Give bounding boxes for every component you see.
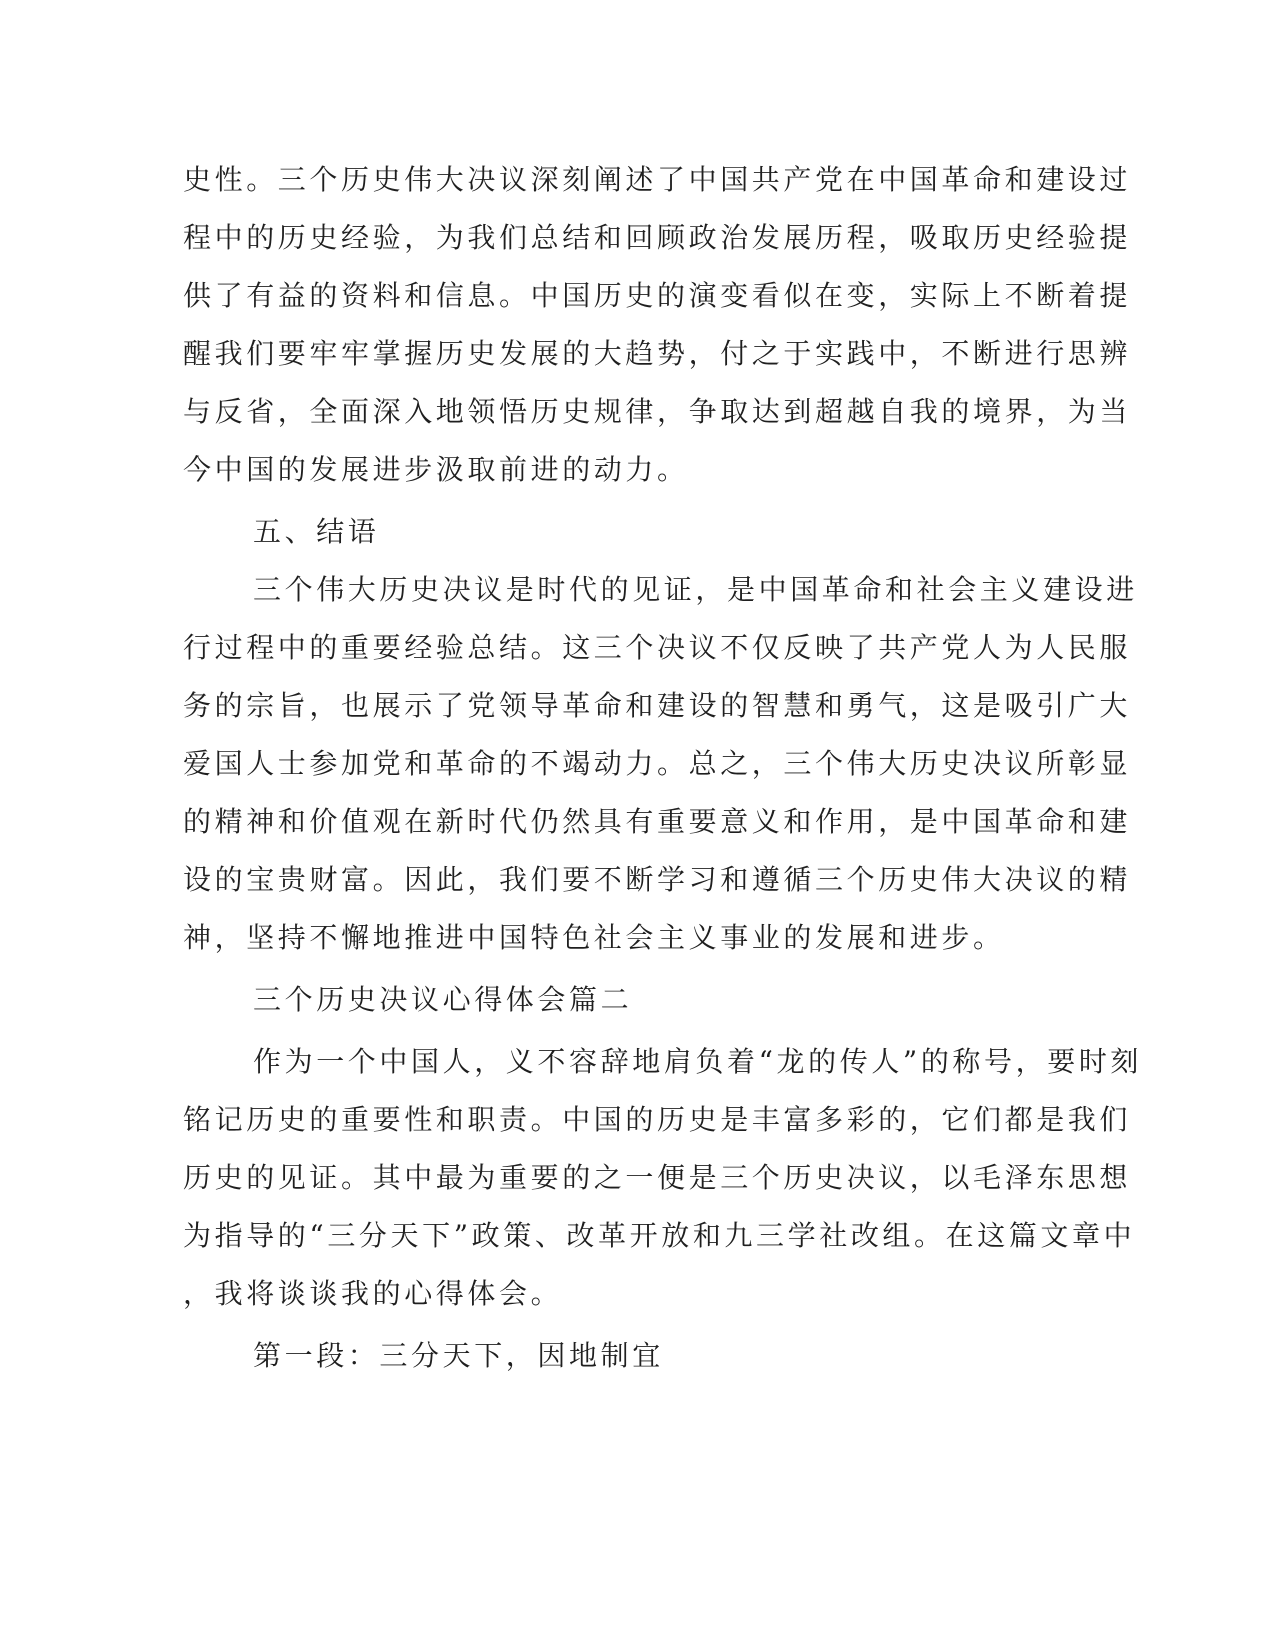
- text-line-20: ，我将谈谈我的心得体会。: [183, 1277, 563, 1310]
- text-line-3: 供了有益的资料和信息。中国历史的演变看似在变，实际上不断着提: [183, 279, 1132, 312]
- text-line-5: 与反省，全面深入地领悟历史规律，争取达到超越自我的境界，为当: [183, 395, 1132, 428]
- text-line-14: 神，坚持不懈地推进中国特色社会主义事业的发展和进步。: [183, 921, 1005, 954]
- text-line-19: 为指导的“三分天下”政策、改革开放和九三学社改组。在这篇文章中: [183, 1219, 1136, 1252]
- text-line-4: 醒我们要牢牢掌握历史发展的大趋势，付之于实践中，不断进行思辨: [183, 337, 1132, 370]
- text-line-8: 三个伟大历史决议是时代的见证，是中国革命和社会主义建设进: [253, 573, 1138, 606]
- section-heading-conclusion: 五、结语: [253, 515, 380, 548]
- text-line-10: 务的宗旨，也展示了党领导革命和建设的智慧和勇气，这是吸引广大: [183, 689, 1132, 722]
- text-line-18: 历史的见证。其中最为重要的之一便是三个历史决议，以毛泽东思想: [183, 1161, 1132, 1194]
- section-heading-part-one: 第一段：三分天下，因地制宜: [253, 1339, 664, 1372]
- text-line-9: 行过程中的重要经验总结。这三个决议不仅反映了共产党人为人民服: [183, 631, 1132, 664]
- text-line-12: 的精神和价值观在新时代仍然具有重要意义和作用，是中国革命和建: [183, 805, 1132, 838]
- text-line-2: 程中的历史经验，为我们总结和回顾政治发展历程，吸取历史经验提: [183, 221, 1132, 254]
- text-line-6: 今中国的发展进步汲取前进的动力。: [183, 453, 689, 486]
- text-line-17: 铭记历史的重要性和职责。中国的历史是丰富多彩的，它们都是我们: [183, 1103, 1132, 1136]
- text-line-13: 设的宝贵财富。因此，我们要不断学习和遵循三个历史伟大决议的精: [183, 863, 1132, 896]
- text-line-1: 史性。三个历史伟大决议深刻阐述了中国共产党在中国革命和建设过: [183, 163, 1132, 196]
- article-title-part-two: 三个历史决议心得体会篇二: [253, 983, 633, 1016]
- text-line-16: 作为一个中国人，义不容辞地肩负着“龙的传人”的称号，要时刻: [253, 1045, 1143, 1078]
- text-line-11: 爱国人士参加党和革命的不竭动力。总之，三个伟大历史决议所彰显: [183, 747, 1132, 780]
